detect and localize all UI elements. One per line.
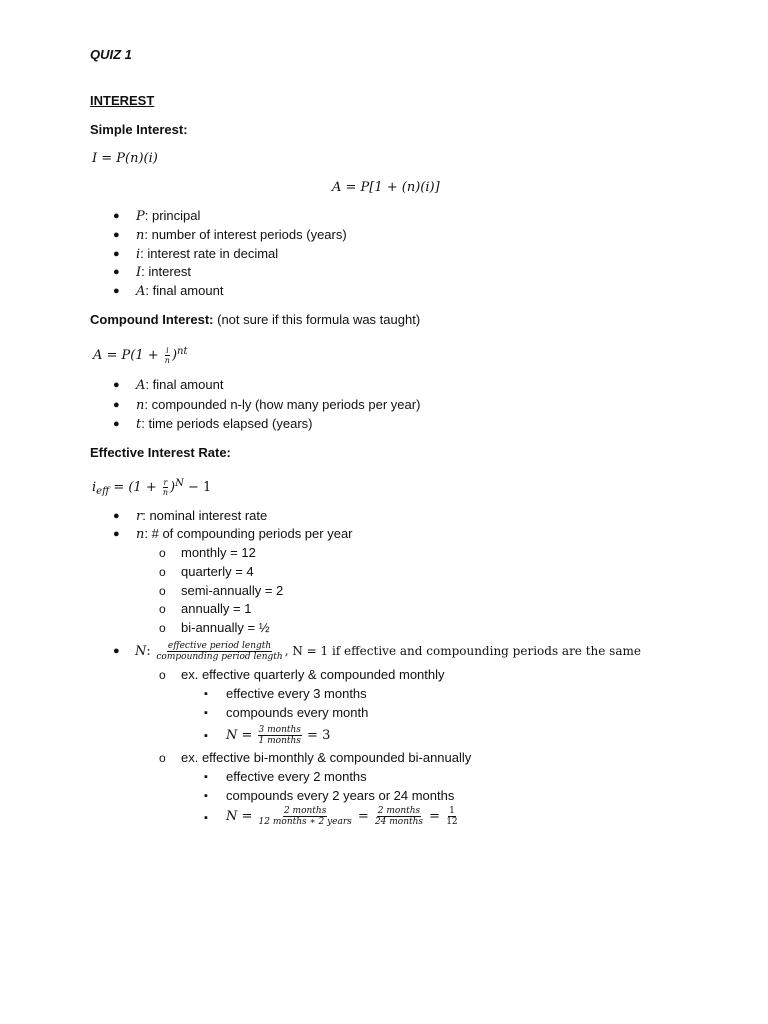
- bullet-circle: o: [159, 565, 166, 579]
- bullet-disc: ●: [113, 510, 120, 522]
- bullet-disc: ●: [113, 210, 120, 222]
- bullet-disc: ●: [113, 645, 120, 657]
- bullet-square: ▪: [204, 730, 208, 742]
- bullet-circle: o: [159, 584, 166, 598]
- bullet-square: ▪: [204, 688, 208, 700]
- var-amount: A: final amount: [136, 283, 224, 299]
- bullet-disc: ●: [113, 285, 120, 297]
- var-amount: A: final amount: [136, 377, 224, 393]
- effective-rate-formula: $i_{eff} = (1$ + $\frac{r}{n}$ )$^N$ − 1: [92, 478, 212, 497]
- bullet-circle: o: [159, 546, 166, 560]
- quiz-title: QUIZ 1: [90, 47, 132, 62]
- example-1-item: compounds every month: [226, 705, 369, 720]
- period-quarterly: quarterly = 4: [181, 564, 254, 579]
- bullet-square: ▪: [204, 707, 208, 719]
- bullet-disc: ●: [113, 248, 120, 260]
- bullet-disc: ●: [113, 266, 120, 278]
- bullet-square: ▪: [204, 790, 208, 802]
- effective-rate-heading: Effective Interest Rate:: [90, 445, 231, 460]
- bullet-square: ▪: [204, 771, 208, 783]
- period-monthly: monthly = 12: [181, 545, 256, 560]
- bullet-disc: ●: [113, 229, 120, 241]
- example-2-item: effective every 2 months: [226, 769, 367, 784]
- bullet-circle: o: [159, 621, 166, 635]
- compound-interest-formula: A = P(1 + $\frac{i}{n}$ )$^{nt}$: [93, 346, 188, 365]
- bullet-disc: ●: [113, 379, 120, 391]
- bullet-disc: ●: [113, 399, 120, 411]
- period-annually: annually = 1: [181, 601, 252, 616]
- var-nominal-rate: r: nominal interest rate: [136, 508, 268, 524]
- period-bi-annually: bi-annually = ½: [181, 620, 270, 635]
- example-1-title: ex. effective quarterly & compounded monthly: [181, 667, 445, 682]
- var-time: t: time periods elapsed (years): [136, 416, 313, 432]
- period-semi-annually: semi-annually = 2: [181, 583, 284, 598]
- bullet-disc: ●: [113, 418, 120, 430]
- example-1-calculation: N = $\frac{\text{3 months}}{\text{1 months}}$ = 3: [226, 725, 331, 746]
- example-2-calculation: N = $\frac{\text{2 months}}{\text{12 months ∗ 2 years}}$ = $\frac{\text{2 months}}{\text{24 months}}$ = $\frac{1}{12}$: [226, 806, 458, 827]
- bullet-disc: ●: [113, 528, 120, 540]
- var-compounded: n: compounded n-ly (how many periods per year): [136, 397, 421, 413]
- simple-interest-heading: Simple Interest:: [90, 122, 188, 137]
- example-1-item: effective every 3 months: [226, 686, 367, 701]
- bullet-circle: o: [159, 751, 166, 765]
- example-2-item: compounds every 2 years or 24 months: [226, 788, 455, 803]
- compound-interest-heading: Compound Interest: (not sure if this formula was taught): [90, 312, 421, 327]
- final-amount-formula: A = P[1 + (n)(i)]: [332, 180, 440, 195]
- var-periods: n: number of interest periods (years): [136, 227, 347, 243]
- bullet-circle: o: [159, 602, 166, 616]
- bullet-circle: o: [159, 668, 166, 682]
- var-compounding-periods: n: # of compounding periods per year: [136, 526, 353, 542]
- section-heading: INTEREST: [90, 93, 155, 108]
- var-rate: i: interest rate in decimal: [136, 246, 279, 262]
- var-principal: P: principal: [136, 208, 201, 224]
- example-2-title: ex. effective bi-monthly & compounded bi-annually: [181, 750, 472, 765]
- bullet-square: ▪: [204, 812, 208, 824]
- N-definition: N: $\frac{\text{effective period length}}{\text{compounding period length}}$ , N = 1 if effective and compounding periods are the same: [135, 641, 641, 663]
- simple-interest-formula: I = P(n)(i): [92, 151, 158, 166]
- var-interest: I: interest: [136, 264, 191, 280]
